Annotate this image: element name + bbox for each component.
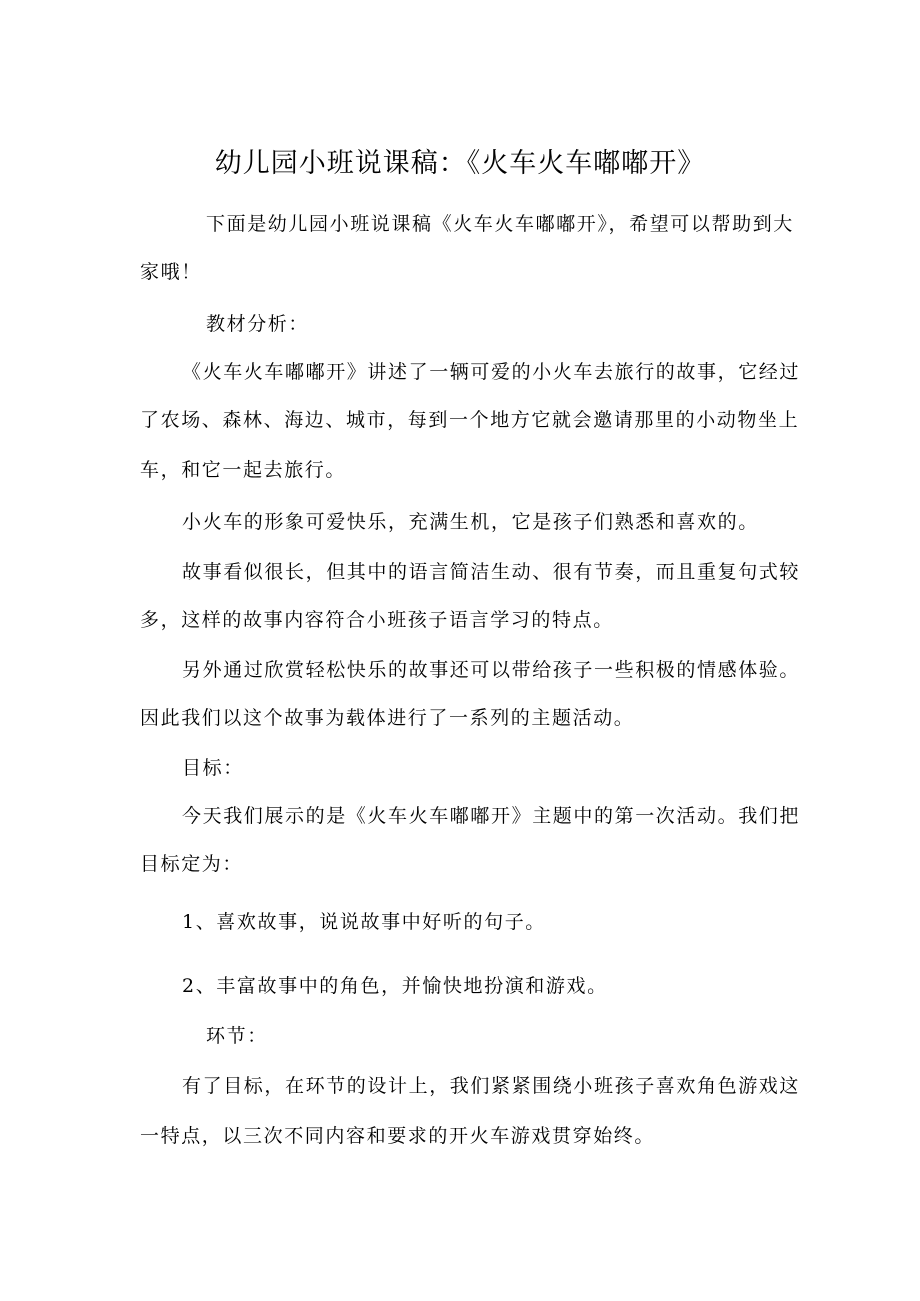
paragraph-intro-line-2: 家哦！ xyxy=(140,261,202,283)
heading-steps: 环节： xyxy=(206,1025,268,1047)
paragraph-story-line-2: 了农场、森林、海边、城市，每到一个地方它就会邀请那里的小动物坐上 xyxy=(140,409,800,431)
goal-item-2: 2、丰富故事中的角色，并愉快地扮演和游戏。 xyxy=(182,975,608,997)
paragraph-train-image: 小火车的形象可爱快乐，充满生机，它是孩子们熟悉和喜欢的。 xyxy=(182,511,759,533)
paragraph-goals-line-1: 今天我们展示的是《火车火车嘟嘟开》主题中的第一次活动。我们把 xyxy=(182,805,801,827)
heading-goals: 目标： xyxy=(182,757,244,779)
paragraph-intro-line-1: 下面是幼儿园小班说课稿《火车火车嘟嘟开》，希望可以帮助到大 xyxy=(206,213,794,235)
goal-item-1: 1、喜欢故事，说说故事中好听的句子。 xyxy=(182,911,546,933)
paragraph-story-line-1: 《火车火车嘟嘟开》讲述了一辆可爱的小火车去旅行的故事，它经过 xyxy=(182,361,801,383)
paragraph-steps-line-2: 一特点，以三次不同内容和要求的开火车游戏贯穿始终。 xyxy=(140,1125,656,1147)
paragraph-language-line-2: 多，这样的故事内容符合小班孩子语言学习的特点。 xyxy=(140,609,614,631)
paragraph-language-line-1: 故事看似很长，但其中的语言简洁生动、很有节奏，而且重复句式较 xyxy=(182,561,801,583)
paragraph-goals-line-2: 目标定为： xyxy=(140,853,244,875)
paragraph-story-line-3: 车，和它一起去旅行。 xyxy=(140,459,347,481)
heading-material-analysis: 教材分析： xyxy=(206,313,310,335)
paragraph-emotion-line-2: 因此我们以这个故事为载体进行了一系列的主题活动。 xyxy=(140,707,635,729)
paragraph-steps-line-1: 有了目标，在环节的设计上，我们紧紧围绕小班孩子喜欢角色游戏这 xyxy=(182,1075,801,1097)
paragraph-emotion-line-1: 另外通过欣赏轻松快乐的故事还可以带给孩子一些积极的情感体验。 xyxy=(182,659,801,681)
page-title: 幼儿园小班说课稿：《火车火车嘟嘟开》 xyxy=(214,148,706,179)
